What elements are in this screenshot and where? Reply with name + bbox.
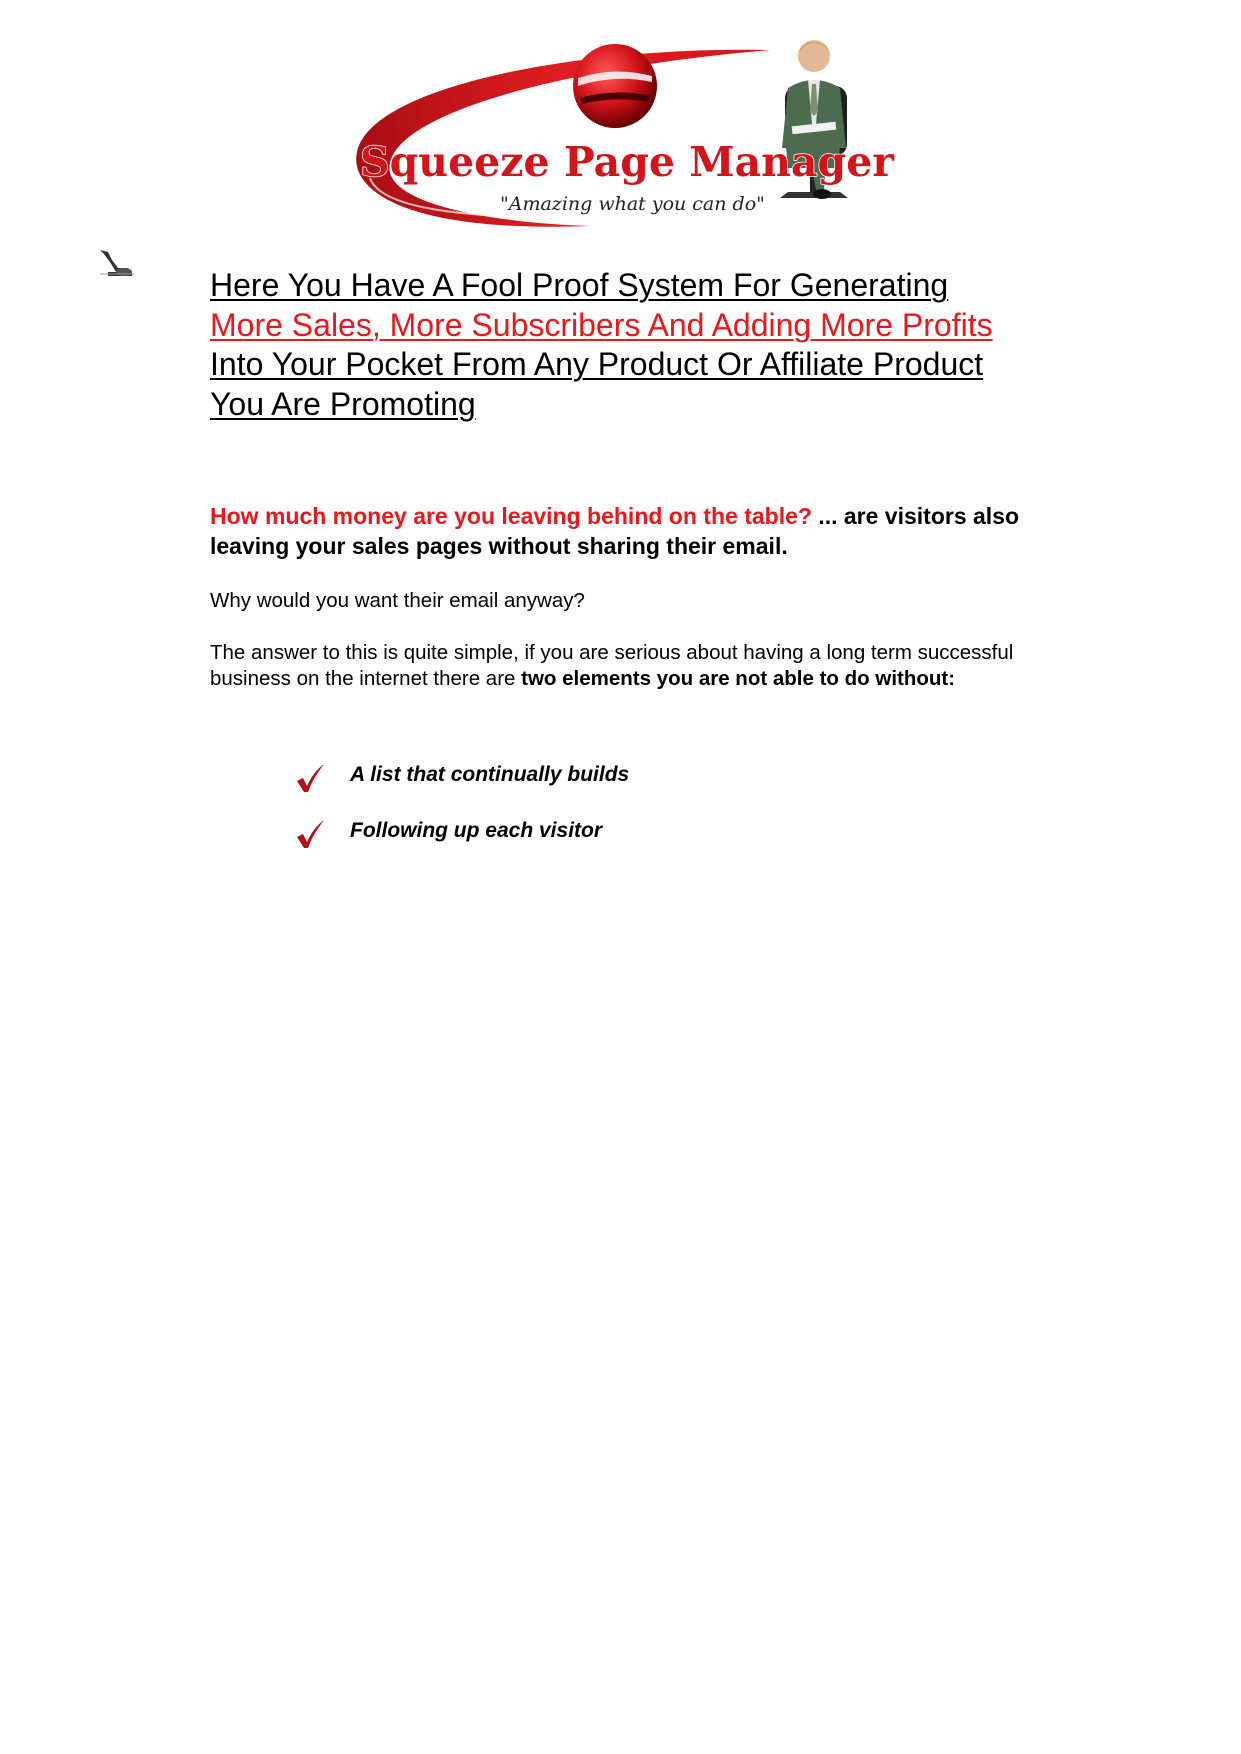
- body-answer-text: The answer to this is quite simple, if you are serious about having a long term successful business on the internet there are: [210, 641, 1014, 690]
- checklist-item-label: Following up each visitor: [350, 819, 603, 842]
- list-item: [294, 760, 629, 816]
- headline-line-3: Into Your Pocket From Any Product Or Affiliate Product: [210, 346, 984, 382]
- list-item: [294, 816, 629, 872]
- lead-paragraph: [210, 501, 1030, 561]
- body-answer: [210, 640, 1030, 692]
- main-headline: [210, 266, 1030, 424]
- body-question: Why would you want their email anyway?: [210, 589, 585, 612]
- lead-question: How much money are you leaving behind on the table?: [210, 503, 812, 529]
- cursor-pointer-icon: [98, 248, 136, 278]
- squeeze-page-manager-logo: [340, 28, 930, 238]
- checklist-item-label: A list that continually builds: [350, 763, 630, 786]
- logo-brand-text: Squeeze Page Manager: [360, 138, 894, 186]
- checklist: [294, 760, 629, 872]
- lead-rest: ... are visitors also leaving your sales pages without sharing their email.: [210, 503, 1020, 559]
- logo-tagline: "Amazing what you can do": [500, 193, 765, 215]
- headline-line-1: Here You Have A Fool Proof System For Generating: [210, 267, 949, 303]
- checkmark-icon: [294, 762, 326, 794]
- headline-line-2: More Sales, More Subscribers And Adding More Profits: [210, 306, 993, 343]
- headline-line-4: You Are Promoting: [210, 385, 476, 422]
- checkmark-icon: [294, 818, 326, 850]
- body-answer-bold: two elements you are not able to do without:: [521, 667, 956, 690]
